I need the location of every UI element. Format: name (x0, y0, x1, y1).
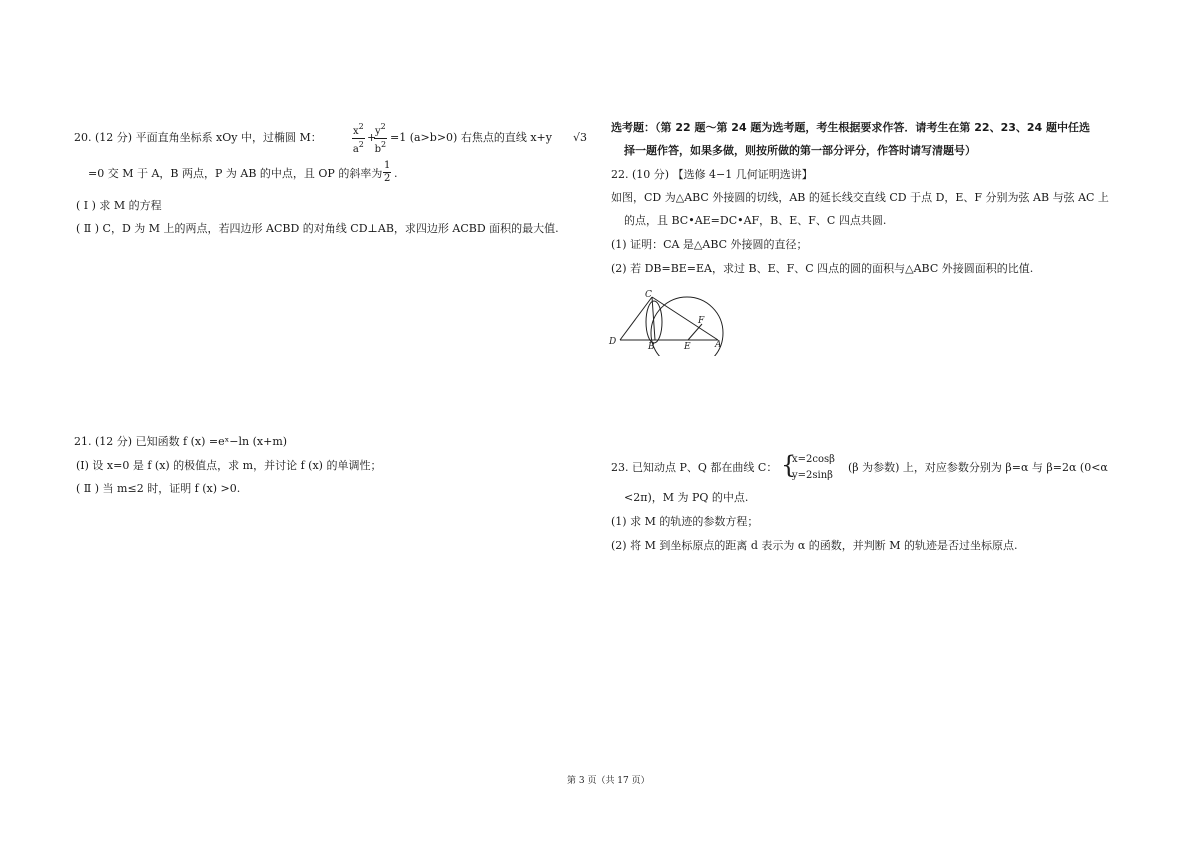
q22-desc1: 如图，CD 为△ABC 外接圆的切线，AB 的延长线交直线 CD 于点 D，E、F 分别为弦 AB 与弦 AC 上 (611, 191, 1109, 204)
q23-part1: (1) 求 M 的轨迹的参数方程； (611, 515, 759, 528)
label-e: E (684, 342, 691, 352)
q22-geometry-figure (606, 286, 731, 356)
q20-part1: ( Ⅰ ) 求 M 的方程 (76, 199, 162, 212)
q21-part1: (Ⅰ) 设 x=0 是 f (x) 的极值点，求 m，并讨论 f (x) 的单调性； (76, 459, 382, 472)
q21-line1: 21. (12 分) 已知函数 f (x) =eˣ−ln (x+m) (74, 435, 288, 448)
q20-plus: + (367, 131, 377, 144)
label-c: C (645, 290, 652, 300)
q20-slope-fraction: $\frac{1}{2}$ (384, 160, 391, 184)
q21-part2: ( Ⅱ ) 当 m≤2 时，证明 f (x) >0. (76, 482, 241, 495)
q20-line1-text: 20. (12 分) 平面直角坐标系 xOy 中，过椭圆 M： (74, 131, 322, 144)
q20-line2-text: =0 交 M 于 A，B 两点，P 为 AB 的中点，且 OP 的斜率为 (88, 167, 383, 180)
q20-line1-continued: =1 (a>b>0) 右焦点的直线 x+y (390, 131, 552, 144)
q20-part2: ( Ⅱ ) C，D 为 M 上的两点，若四边形 ACBD 的对角线 CD⊥AB，求四边形 ACBD 面积的最大值. (76, 222, 559, 235)
label-b: B (648, 342, 655, 352)
q20-line2-end: . (394, 167, 398, 180)
q23-line1: 23. 已知动点 P、Q 都在曲线 C： (611, 461, 778, 474)
q22-part1: (1) 证明：CA 是△ABC 外接圆的直径； (611, 238, 808, 251)
elective-line2: 择一题作答，如果多做，则按所做的第一部分评分，作答时请写清题号） (624, 144, 976, 157)
q23-brace: { (781, 451, 797, 479)
q22-desc2: 的点，且 BC•AE=DC•AF，B、E、F、C 四点共圆. (624, 214, 887, 227)
q20-fraction-y2-b2: $\frac{y^2}{b^2}$ (374, 122, 387, 155)
q20-sqrt3: √3 (573, 131, 588, 144)
q22-line1: 22. (10 分) 【选修 4−1 几何证明选讲】 (611, 168, 813, 181)
q23-part2: (2) 将 M 到坐标原点的距离 d 表示为 α 的函数，并判断 M 的轨迹是否过坐标原点. (611, 539, 1018, 552)
label-a: A (715, 340, 722, 350)
q20-fraction-x2-a2: $\frac{x^2}{a^2}$ (352, 122, 364, 155)
q23-line1-continued: (β 为参数) 上，对应参数分别为 β=α 与 β=2α (0<α (848, 461, 1108, 474)
q23-eq-y: y=2sinβ (792, 470, 833, 481)
page-number-footer: 第 3 页（共 17 页） (567, 776, 650, 786)
label-f: F (698, 316, 705, 326)
q22-part2: (2) 若 DB=BE=EA，求过 B、E、F、C 四点的圆的面积与△ABC 外接圆面积的比值. (611, 262, 1034, 275)
label-d: D (609, 337, 617, 347)
q23-eq-x: x=2cosβ (792, 454, 835, 465)
q23-line2: <2π)，M 为 PQ 的中点. (624, 491, 749, 504)
elective-line1: 选考题：（第 22 题～第 24 题为选考题，考生根据要求作答．请考生在第 22、23、24 题中任选 (611, 121, 1091, 134)
line-ef (688, 324, 702, 340)
